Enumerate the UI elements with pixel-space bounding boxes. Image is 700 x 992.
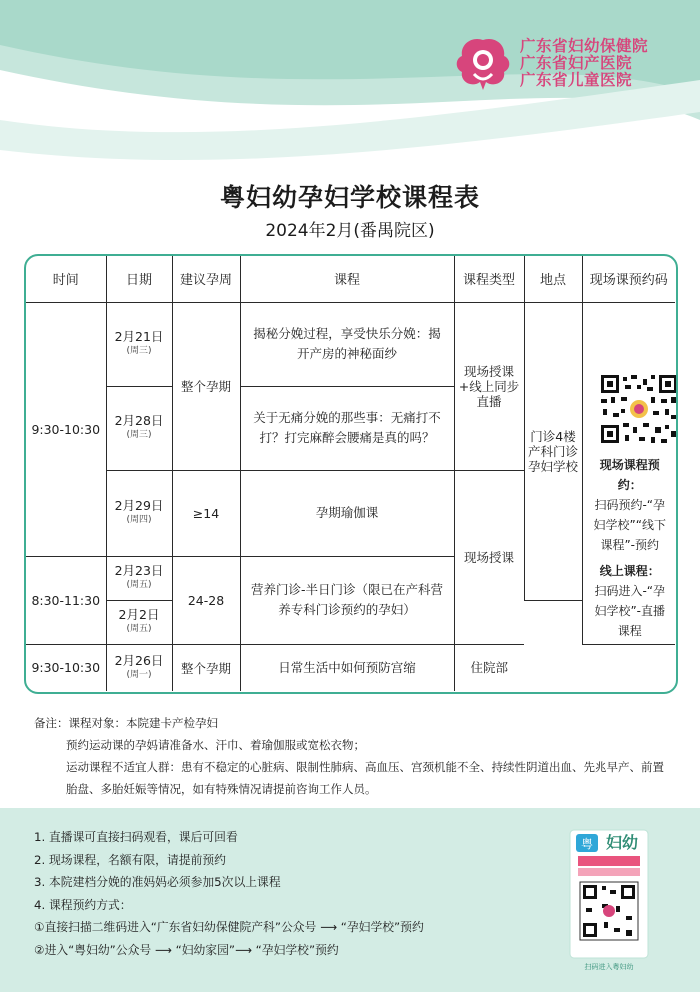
date-cell [106, 386, 172, 470]
week-cell: 整个孕期 [172, 302, 240, 470]
note-line: 预约运动课的孕妈请准备水、汗巾、着瑜伽服或宽松衣物； [66, 738, 365, 752]
week-cell: 24-28 [172, 556, 240, 644]
header-place: 地点 [524, 256, 582, 302]
poster-caption: 扫码进入粤妇幼 [584, 963, 634, 971]
note-line: 胎盘、多胎妊娠等情况，如有特殊情况请提前咨询工作人员。 [66, 782, 377, 796]
onsite-booking-label: 现场课程预约： [599, 458, 660, 492]
weekday-text: (周五) [126, 624, 152, 634]
poster-brand: 妇幼 [605, 833, 639, 852]
date-text: 2月29日 [114, 498, 164, 513]
date-cell [106, 556, 172, 600]
booking-cell [582, 302, 675, 644]
qr-code-icon[interactable] [599, 373, 679, 445]
header-course: 课程 [240, 256, 454, 302]
weekday-text: (周三) [126, 346, 152, 356]
date-text: 2月21日 [114, 329, 164, 344]
type-cell: 现场授课 [454, 470, 524, 644]
time-cell: 9:30-10:30 [26, 644, 106, 691]
course-cell: 日常生活中如何预防宫缩 [240, 644, 454, 691]
booking-instructions [591, 455, 670, 641]
app-poster-icon[interactable] [566, 826, 652, 962]
header-date: 日期 [106, 256, 172, 302]
poster-badge: 粤 [580, 837, 594, 851]
weekday-text: (周一) [126, 669, 152, 680]
onsite-booking-text: 扫码预约-“孕妇学校”“线下课程”-预约 [593, 498, 666, 552]
page-subtitle: 2024年2月(番禺院区) [265, 221, 435, 241]
date-cell [106, 302, 172, 386]
footer-item: 1. 直播课可直接扫码观看，课后可回看 [34, 830, 238, 844]
place-cell: 住院部 [454, 644, 524, 691]
footer-item: ①直接扫描二维码进入“广东省妇幼保健院产科”公众号 ⟶ “孕妇学校”预约 [34, 920, 424, 934]
week-cell: ≥14 [172, 470, 240, 556]
page-title: 粤妇幼孕妇学校课程表 [219, 183, 480, 212]
online-booking-text: 扫码进入-“孕妇学校”-直播课程 [594, 584, 666, 638]
note-line: 运动课程不适宜人群：患有不稳定的心脏病、限制性肺病、高血压、宫颈机能不全、持续性阴道出血、先兆早产、前置 [66, 760, 664, 774]
footer-item: ②进入“粤妇幼”公众号 ⟶ “妇幼家园”⟶ “孕妇学校”预约 [34, 942, 339, 957]
course-cell: 关于无痛分娩的那些事：无痛打不打？打完麻醉会腰痛是真的吗？ [240, 386, 454, 470]
table-row [26, 302, 675, 386]
time-cell: 9:30-10:30 [26, 302, 106, 556]
footer-item: 2. 现场课程，名额有限，请提前预约 [34, 852, 226, 867]
week-cell: 整个孕期 [172, 644, 240, 691]
date-text: 2月23日 [114, 563, 164, 578]
header-time: 时间 [26, 256, 106, 302]
header-week: 建议孕周 [172, 256, 240, 302]
course-cell: 揭秘分娩过程，享受快乐分娩：揭开产房的神秘面纱 [240, 302, 454, 386]
type-cell: 现场授课+线上同步直播 [454, 302, 524, 470]
schedule-table-frame [24, 254, 678, 694]
time-cell: 8:30-11:30 [26, 556, 106, 644]
online-booking-label: 线上课程： [599, 564, 660, 578]
hospital-name-2: 广东省妇产医院 [520, 54, 633, 72]
date-text: 2月26日 [114, 652, 164, 668]
weekday-text: (周四) [126, 515, 152, 525]
footer-item: 4. 课程预约方式： [34, 897, 132, 912]
date-text: 2月2日 [118, 607, 160, 622]
course-cell: 孕期瑜伽课 [240, 470, 454, 556]
schedule-table [26, 256, 675, 691]
note-line: 备注：课程对象：本院建卡产检孕妇 [34, 716, 218, 730]
table-row [26, 644, 675, 691]
date-cell [106, 470, 172, 556]
weekday-text: (周三) [126, 430, 152, 440]
notes-section [34, 712, 674, 800]
date-cell [106, 600, 172, 644]
header-booking: 现场课预约码 [582, 256, 675, 302]
hospital-logo-icon [452, 34, 514, 92]
header-type: 课程类型 [454, 256, 524, 302]
date-cell [106, 644, 172, 691]
hospital-name-3: 广东省儿童医院 [520, 71, 633, 89]
hospital-names [520, 38, 690, 89]
weekday-text: (周五) [126, 580, 152, 590]
hospital-name-1: 广东省妇幼保健院 [520, 37, 649, 55]
date-text: 2月28日 [114, 413, 164, 428]
footer-list [34, 826, 424, 961]
table-header-row [26, 256, 675, 302]
course-cell: 营养门诊-半日门诊（限已在产科营养专科门诊预约的孕妇） [240, 556, 454, 644]
footer-item: 3. 本院建档分娩的准妈妈必须参加5次以上课程 [34, 875, 281, 889]
place-cell: 门诊4楼产科门诊孕妇学校 [524, 302, 582, 600]
